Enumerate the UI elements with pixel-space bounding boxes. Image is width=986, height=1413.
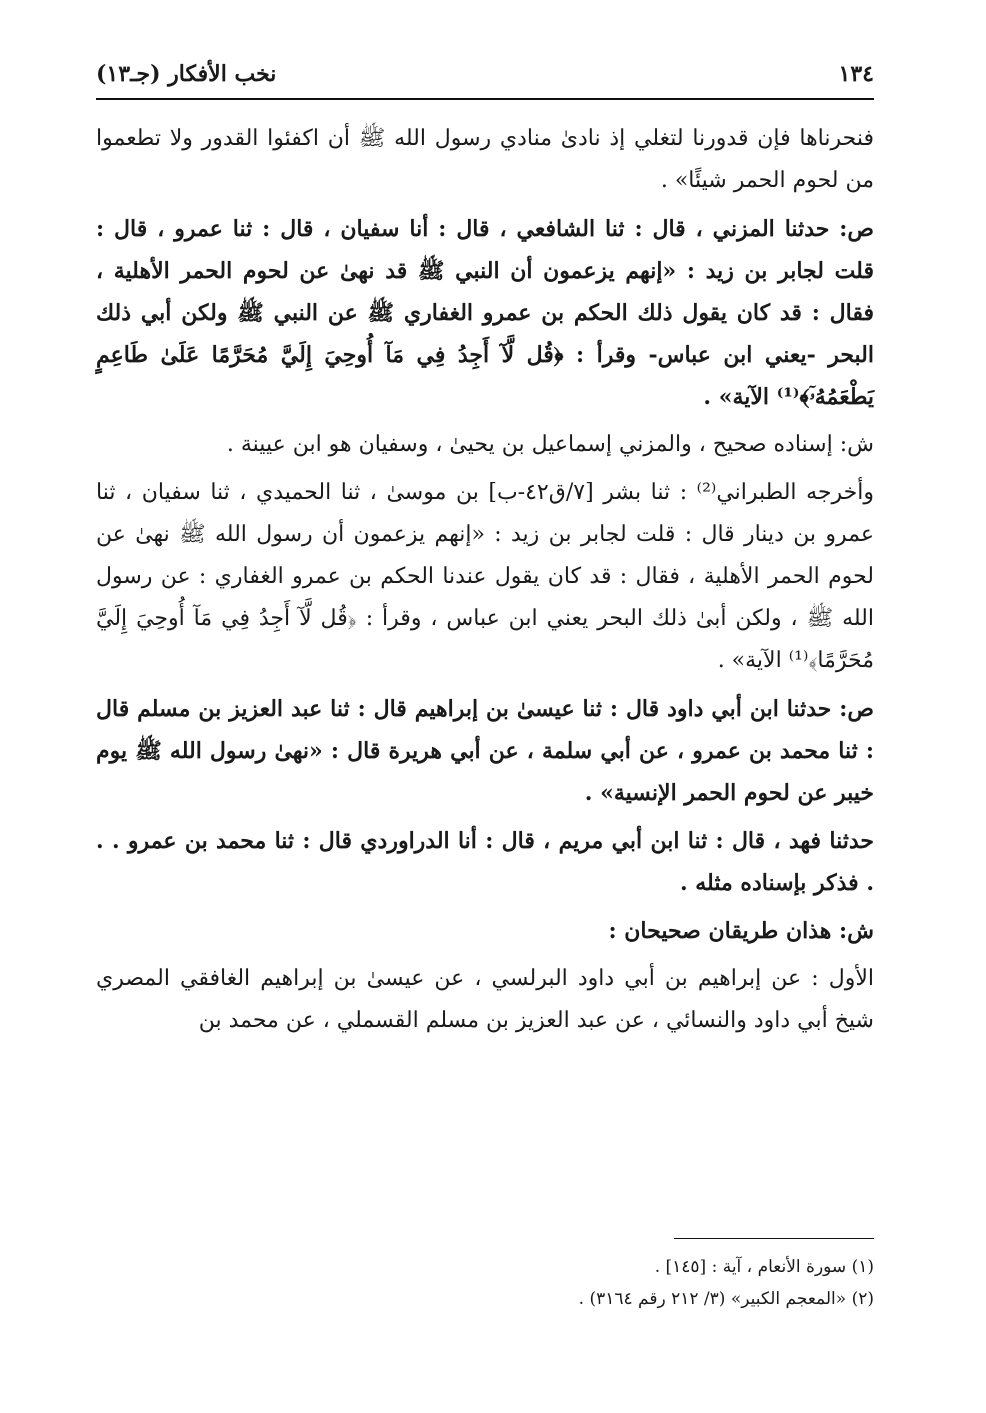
page-number: ١٣٤ — [838, 61, 874, 87]
main-text — [96, 118, 874, 1042]
paragraph-hadith-muzani: ص: حدثنا المزني ، قال : ثنا الشافعي ، قال : أنا سفيان ، قال : ثنا عمرو ، قال : قلت لجابر بن زيد : «إنهم يزعمون أن النبي ﷺ قد نهىٰ عن لحوم الحمر الأهلية ، فقال : قد كان يقول ذلك الحكم بن عمرو الغفاري ﷺ عن النبي ﷺ ولكن أبي ذلك البحر -يعني ابن عباس- وقرأ : ﴿قُل لَّآ أَجِدُ فِي مَآ أُوحِيَ إِلَيَّ مُحَرَّمًا عَلَىٰ طَاعِمٍ يَطْعَمُهُۥٓ﴾⁽¹⁾ الآية» . — [96, 216, 874, 410]
paragraph-commentary-isnad: ش: إسناده صحيح ، والمزني إسماعيل بن يحيىٰ ، وسفيان هو ابن عيينة . — [226, 432, 874, 457]
page-header — [96, 50, 874, 100]
footnotes — [96, 1238, 874, 1315]
paragraph-hadith-fahd: حدثنا فهد ، قال : ثنا ابن أبي مريم ، قال : أنا الدراوردي قال : ثنا محمد بن عمرو . . . فذكر بإسناده مثله . — [96, 828, 874, 896]
paragraph-first-route: الأول : عن إبراهيم بن أبي داود البرلسي ، عن عيسىٰ بن إبراهيم الغافقي المصري شيخ أبي داود والنسائي ، عن عبد العزيز بن مسلم القسملي ، عن محمد بن — [96, 966, 874, 1033]
paragraph-continuation: فنحرناها فإن قدورنا لتغلي إذ نادىٰ منادي رسول الله ﷺ أن اكفئوا القدور ولا تطعموا من لحوم الحمر شيئًا» . — [96, 126, 874, 193]
footnote-1: (١) سورة الأنعام ، آية : [١٤٥] . — [654, 1257, 874, 1277]
paragraph-tabarani: وأخرجه الطبراني⁽²⁾ : ثنا بشر [٧/ق٤٢-ب] بن موسىٰ ، ثنا الحميدي ، ثنا سفيان ، ثنا عمرو بن دينار قال : قلت لجابر بن زيد : «إنهم يزعمون أن رسول الله ﷺ نهىٰ عن لحوم الحمر الأهلية ، فقال : قد كان يقول عندنا الحكم بن عمرو الغفاري : عن رسول الله ﷺ ، ولكن أبىٰ ذلك البحر يعني ابن عباس ، وقرأ : ﴿قُل لَّآ أَجِدُ فِي مَآ أُوحِيَ إِلَيَّ مُحَرَّمًا﴾⁽¹⁾ الآية» . — [96, 480, 874, 673]
footnote-divider — [674, 1238, 874, 1239]
footnote-2: (٢) «المعجم الكبير» (٣/ ٢١٢ رقم ٣١٦٤) . — [578, 1289, 874, 1309]
paragraph-hadith-abi-dawud: ص: حدثنا ابن أبي داود قال : ثنا عيسىٰ بن إبراهيم قال : ثنا عبد العزيز بن مسلم قال : ثنا محمد بن عمرو ، عن أبي سلمة ، عن أبي هريرة قال : «نهىٰ رسول الله ﷺ يوم خيبر عن لحوم الحمر الإنسية» . — [96, 696, 874, 806]
book-page — [96, 50, 874, 1048]
book-title: نخب الأفكار (جـ١٣) — [96, 61, 277, 87]
paragraph-two-routes: ش: هذان طريقان صحيحان : — [608, 918, 874, 944]
